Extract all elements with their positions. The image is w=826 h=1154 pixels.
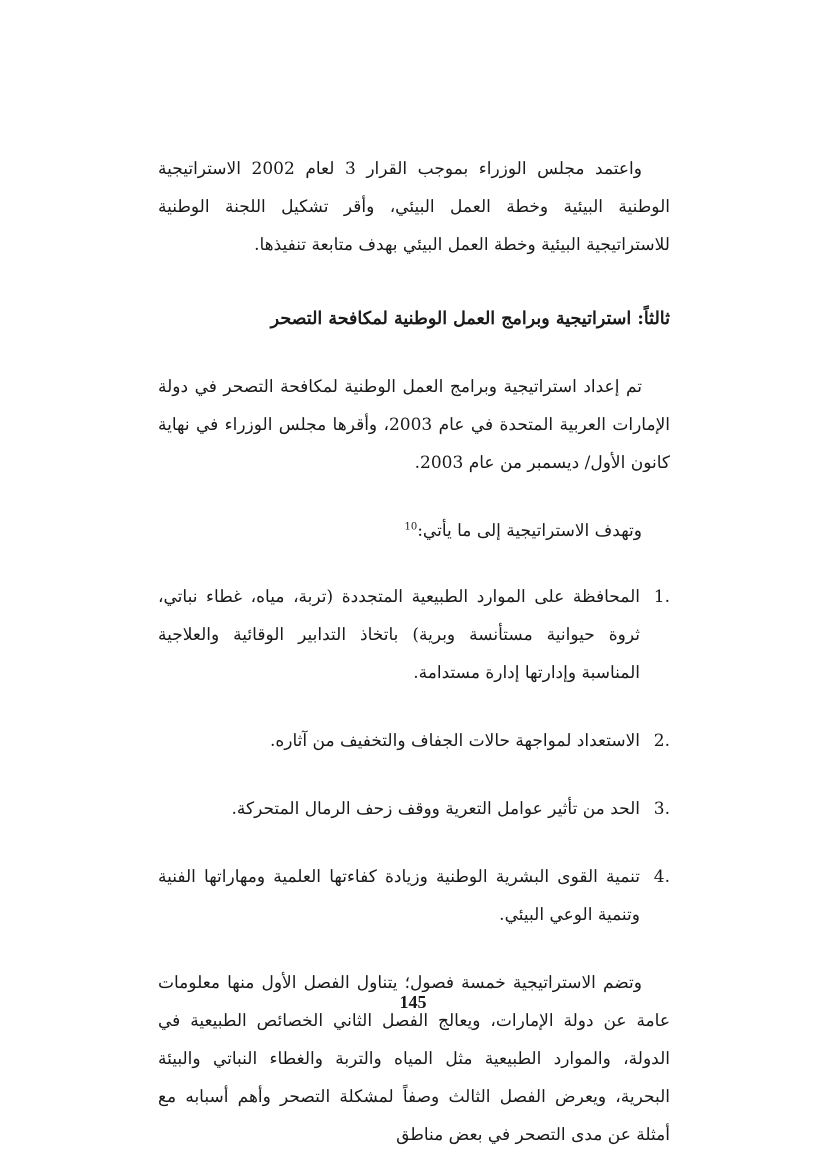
list-item: [158, 790, 670, 828]
objectives-list: [158, 578, 670, 934]
list-item: [158, 858, 670, 934]
list-item-text: المحافظة على الموارد الطبيعية المتجددة (تربة، مياه، غطاء نباتي، ثروة حيوانية مستأنسة وبرية) باتخاذ التدابير الوقائية والعلاجية المناسبة وإدارتها إدارة مستدامة.: [158, 587, 640, 683]
paragraph-national-environment-strategy: واعتمد مجلس الوزراء بموجب القرار 3 لعام 2002 الاستراتيجية الوطنية البيئية وخطة العمل البيئي، وأقر تشكيل اللجنة الوطنية للاستراتيجية البيئية وخطة العمل البيئي بهدف متابعة تنفيذها.: [158, 159, 670, 255]
objectives-intro-text: وتهدف الاستراتيجية إلى ما يأتي:: [417, 521, 642, 541]
list-item-text: الحد من تأثير عوامل التعرية ووقف زحف الرمال المتحركة.: [231, 799, 640, 819]
list-item-number: 4.: [653, 867, 670, 887]
list-item: [158, 722, 670, 760]
page-number: 145: [399, 992, 427, 1012]
list-item-text: الاستعداد لمواجهة حالات الجفاف والتخفيف من آثاره.: [269, 731, 640, 751]
footnote-reference: 10: [404, 521, 418, 533]
list-item-number: 1.: [653, 587, 670, 607]
list-item: [158, 578, 670, 692]
list-item-number: 2.: [653, 731, 670, 751]
paragraph-desertification-strategy: تم إعداد استراتيجية وبرامج العمل الوطنية لمكافحة التصحر في دولة الإمارات العربية المتحدة في عام 2003، وأقرها مجلس الوزراء في نهاية كانون الأول/ ديسمبر من عام 2003.: [158, 377, 670, 473]
list-item-text: تنمية القوى البشرية الوطنية وزيادة كفاءتها العلمية ومهاراتها الفنية وتنمية الوعي البيئي.: [158, 867, 640, 925]
objectives-intro: [158, 512, 670, 550]
paragraph-strategy-chapters: وتضم الاستراتيجية خمسة فصول؛ يتناول الفصل الأول منها معلومات عامة عن دولة الإمارات، ويعالج الفصل الثاني الخصائص الطبيعية في الدولة، والموارد الطبيعية مثل المياه والتربة والغطاء النباتي والبيئة البحرية، ويعرض الفصل الثالث وصفاً لمشكلة التصحر وأهم أسبابه مع أمثلة عن مدى التصحر في بعض مناطق: [158, 973, 670, 1145]
section-heading: ثالثاً: استراتيجية وبرامج العمل الوطنية لمكافحة التصحر: [270, 309, 670, 329]
list-item-number: 3.: [653, 799, 670, 819]
